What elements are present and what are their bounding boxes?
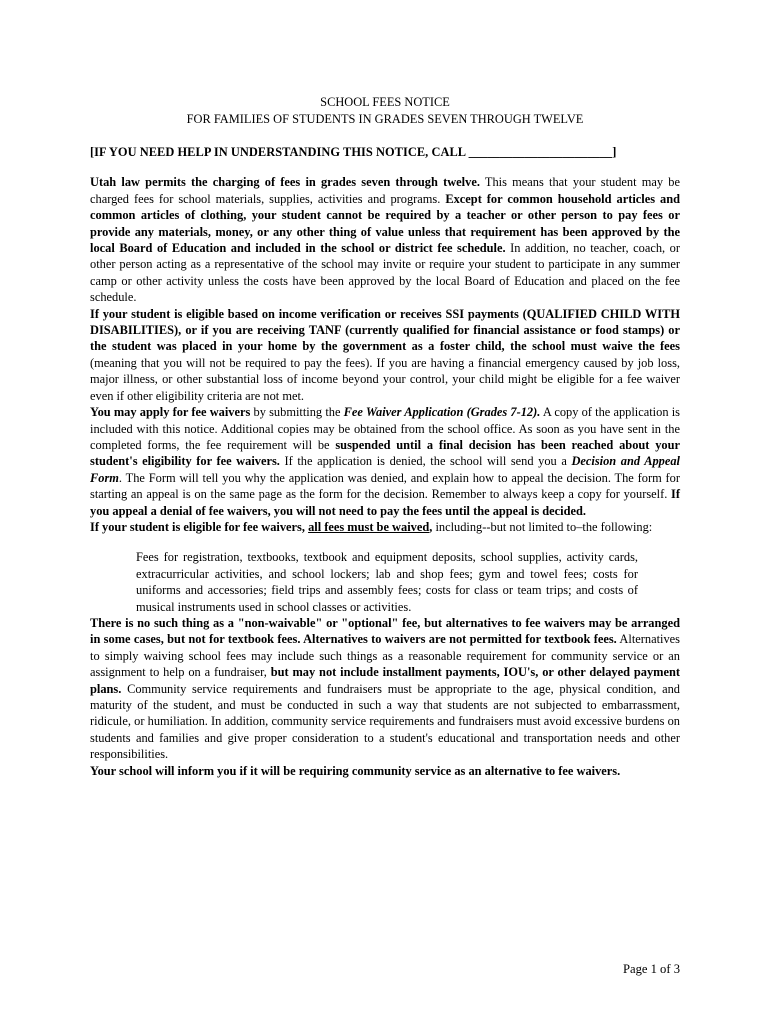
underlined-text: all fees must be waived (308, 519, 430, 534)
bold-text: Utah law permits the charging of fees in grades seven through twelve. (90, 175, 480, 190)
body-text: . The Form will tell you why the application was denied, and explain how to appeal the decision. The form for starting an appeal is on the same page as the form for the decision. Remember to always keep a copy for yourself. (90, 470, 680, 502)
body-text: This means that your student may be charged fees for school materials, supplies, activities and programs. (90, 175, 680, 206)
document-body (90, 94, 680, 779)
bold-text: If you appeal a denial of fee waivers, you will not need to pay the fees until the appeal is decided. (90, 487, 680, 518)
bold-text: You may apply for fee waivers (90, 405, 251, 420)
bold-text: suspended until a final decision has been reached about your student's eligibility for fee waivers. (90, 437, 681, 469)
paragraph-apply-waivers (90, 404, 680, 519)
bold-text: , (429, 519, 433, 534)
body-text: If the application is denied, the school will send you a (279, 454, 572, 469)
paragraph-fee-list: Fees for registration, textbooks, textbook and equipment deposits, school supplies, activity cards, extracurricular activities, and school lockers; lab and shop fees; gym and towel fees; costs for uniforms and accessories; field trips and assembly fees; costs for class or team trips; and costs of musical instruments used in school classes or activities. (136, 550, 638, 614)
bold-text: Except for common household articles and common articles of clothing, your student cannot be required by a teacher or other person to pay fees or provide any materials, money, or any other thing of value unless that requirement has been approved by the local Board of Education and included in the school or district fee schedule. (90, 191, 680, 256)
bold-text: Your school will inform you if it will be requiring community service as an alternative to fee waivers. (90, 763, 621, 778)
notice-subtitle: FOR FAMILIES OF STUDENTS IN GRADES SEVEN THROUGH TWELVE (186, 112, 584, 126)
help-contact-line: [IF YOU NEED HELP IN UNDERSTANDING THIS NOTICE, CALL _______________________] (90, 145, 617, 159)
body-text: by submitting the (250, 405, 344, 420)
body-text: Alternatives to simply waiving school fees may include such things as a reasonable requirement for community service or an assignment to help on a fundraiser, (90, 632, 680, 680)
body-text: including--but not limited to–the following: (432, 519, 653, 534)
paragraph-community-service (90, 763, 680, 779)
paragraph-utah-law (90, 174, 680, 305)
bold-text: There is no such thing as a "non-waivable" or "optional" fee, but alternatives to fee waivers may be arranged in some cases, but not for textbook fees. Alternatives to waivers are not permitted for textbook fees. (90, 615, 680, 647)
notice-title: SCHOOL FEES NOTICE (320, 95, 450, 109)
paragraph-fees-waived (90, 519, 680, 535)
bold-text: If your student is eligible for fee waivers, (90, 519, 309, 534)
body-text: Community service requirements and fundraisers must be appropriate to the age, physical condition, and maturity of the student, and must be conducted in such a way that students are not subjected to embarrassment, ridicule, or humiliation. In addition, community service requirements and fundraisers must avoid excessive burdens on students and families and give proper consideration to a student's educational and transportation needs and other responsibilities. (90, 681, 680, 762)
bold-text: but may not include installment payments, IOU's, or other delayed payment plans. (90, 665, 681, 696)
form-name-fee-waiver-application: Fee Waiver Application (Grades 7-12). (343, 405, 541, 420)
body-text: In addition, no teacher, coach, or other person acting as a representative of the school may invite or require your student to participate in any summer camp or other activity unless the costs have been approved by the local Board of Education and placed on the fee schedule. (90, 241, 680, 305)
paragraph-eligibility (90, 306, 680, 404)
form-name-decision-appeal: Decision and Appeal Form (90, 454, 681, 485)
page-number: Page 1 of 3 (622, 962, 680, 976)
bold-text: If your student is eligible based on income verification or receives SSI payments (QUALIFIED CHILD WITH DISABILITIES), or if you are receiving TANF (currently qualified for financial assistance or food stamps) or the student was placed in your home by the government as a foster child, the school must waive the fees (90, 306, 680, 354)
paragraph-alternatives (90, 615, 680, 763)
body-text: (meaning that you will not be required to pay the fees). If you are having a financial emergency caused by job loss, major illness, or other substantial loss of income beyond your control, your child might be eligible for a fee waiver even if other eligibility criteria are not met. (90, 355, 680, 403)
body-text: A copy of the application is included with this notice. Additional copies may be obtained from the school office. As soon as you have sent in the completed forms, the fee requirement will be (90, 405, 680, 452)
